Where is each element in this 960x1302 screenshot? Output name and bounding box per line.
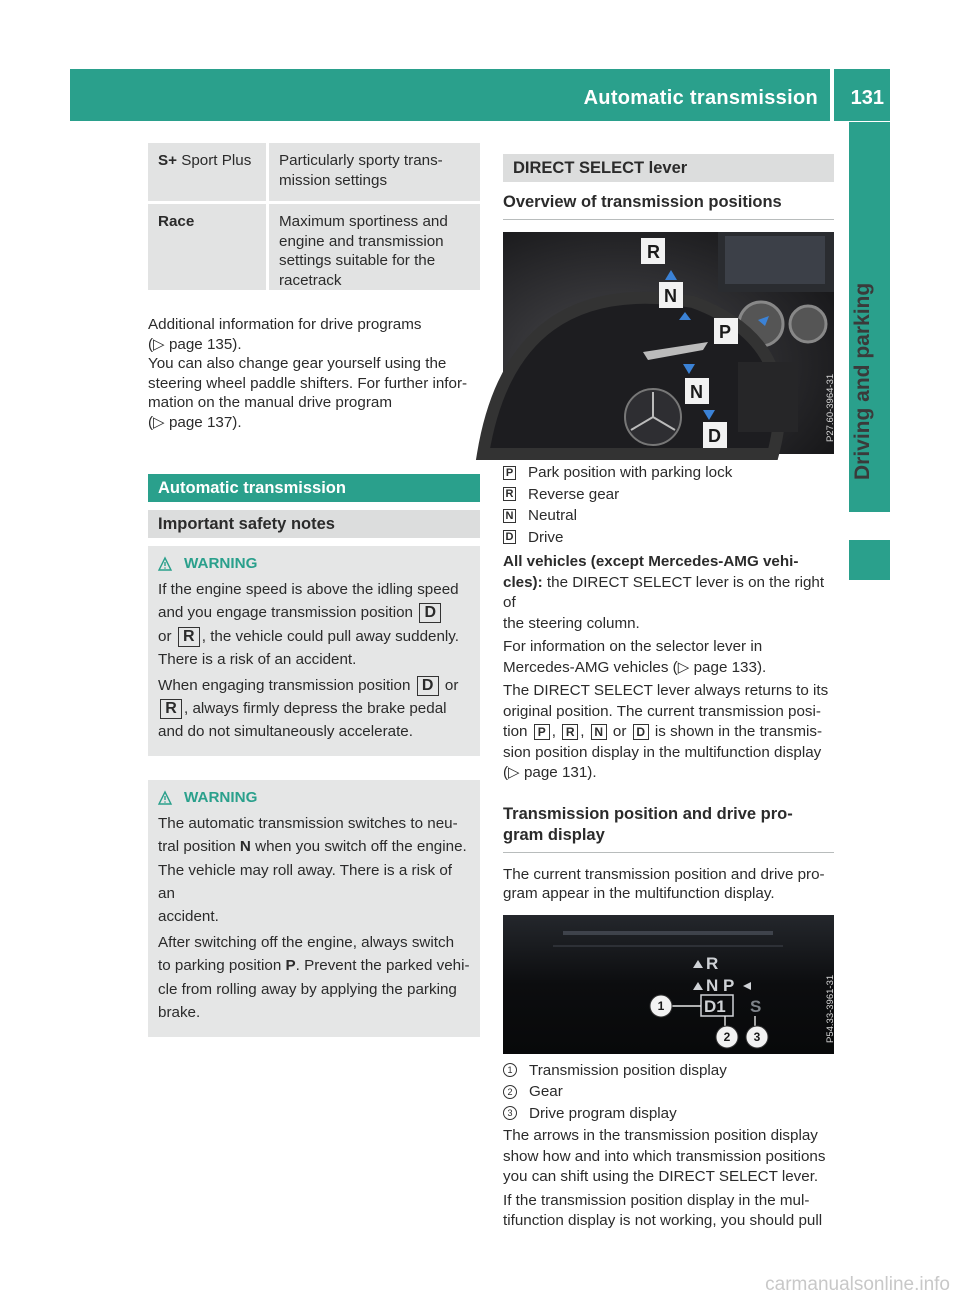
gear-p-symbol: P — [534, 724, 550, 740]
gear-n-symbol: N — [503, 509, 516, 523]
gear-r-symbol: R — [503, 487, 516, 501]
left-column — [148, 143, 480, 1037]
warning-text: After switching off the engine, always switch to parking position P. Prevent the parked vehi- cle from rolling away by applying the parking brake. — [158, 933, 470, 1022]
image-reference-code: P27.60-3964-31 — [825, 373, 836, 442]
legend-text: Park position with parking lock — [528, 464, 733, 481]
right-column — [503, 154, 834, 1232]
steering-wheel-photo — [503, 232, 834, 454]
legend-item — [503, 462, 834, 484]
image-label-n: N — [690, 382, 703, 402]
warning-text: When engaging transmission position D or R , always firmly depress the brake pedal and do not simultaneously accelerate. — [158, 676, 459, 741]
section-band: DIRECT SELECT lever — [503, 154, 834, 182]
direct-select-text — [503, 552, 834, 784]
text-line: The arrows in the transmission position display show how and into which transmission positions you can shift using the DIRECT SELECT lever. — [503, 1127, 826, 1185]
warning-triangle-icon — [158, 557, 172, 571]
legend-item — [503, 1060, 834, 1082]
callout-number: 1 — [503, 1063, 517, 1077]
display-label-d1: D1 — [704, 996, 726, 1016]
legend-text: Neutral — [528, 507, 577, 524]
display-legend — [503, 1060, 834, 1125]
drive-program-value: Particularly sporty trans-mission settings — [266, 143, 480, 201]
section-title: Automatic transmission — [148, 474, 480, 502]
gear-r-symbol: R — [178, 627, 200, 647]
page-number: 131 — [850, 87, 884, 109]
drive-program-key: Race — [158, 213, 195, 230]
text-line: mation on the manual drive program — [148, 394, 392, 411]
display-label-r: R — [706, 953, 719, 973]
gear-d-symbol: D — [633, 724, 649, 740]
multifunction-display-image — [503, 915, 834, 1054]
legend-item — [503, 484, 834, 506]
display-label-np: N P — [706, 975, 735, 995]
drive-program-key: S+ Sport Plus — [158, 152, 252, 169]
callout-2: 2 — [723, 1029, 731, 1044]
image-label-n: N — [664, 286, 677, 306]
image-label-p: P — [719, 322, 732, 342]
header-divider — [830, 69, 834, 121]
legend-item — [503, 1103, 834, 1125]
callout-3: 3 — [753, 1029, 761, 1044]
warning-triangle-icon — [158, 791, 172, 805]
warning-label: WARNING — [184, 788, 258, 806]
text-line: The current transmission position and drive pro- — [503, 865, 825, 883]
warning-heading — [158, 554, 472, 574]
callout-number: 3 — [503, 1106, 517, 1120]
page-ref: (▷ page 137). — [148, 413, 242, 431]
warning-text: If the engine speed is above the idling speed and you engage transmission position D or R , the vehicle could pull away suddenly. There is a risk of an accident. — [158, 581, 459, 669]
legend-item — [503, 527, 834, 549]
page-header — [70, 69, 890, 121]
drive-program-row — [148, 143, 480, 201]
drive-program-value: Maximum sportiness and engine and transmission settings suitable for the racetrack — [266, 204, 480, 290]
legend-item — [503, 505, 834, 527]
position-legend — [503, 462, 834, 548]
image-reference-code: P54.33-3961-31 — [825, 974, 836, 1043]
legend-text: Drive program display — [529, 1104, 677, 1122]
display-intro — [503, 865, 834, 904]
footer-watermark: carmanualsonline.info — [765, 1274, 950, 1295]
text-line: All vehicles (except Mercedes-AMG vehi- cles): the DIRECT SELECT lever is on the right of the steering column. — [503, 553, 825, 632]
display-label-s: S — [750, 996, 762, 1016]
image-label-r: R — [647, 242, 660, 262]
legend-text: Gear — [529, 1083, 563, 1100]
section-heading: Overview of transmission positions — [503, 192, 834, 220]
legend-text: Reverse gear — [528, 485, 620, 503]
drive-program-info — [148, 315, 480, 432]
text-line: steering wheel paddle shifters. For further infor- — [148, 374, 468, 392]
subsection-title: Important safety notes — [148, 510, 480, 538]
warning-heading — [158, 788, 472, 808]
legend-text: Transmission position display — [529, 1061, 727, 1079]
legend-item — [503, 1081, 834, 1103]
drive-program-row — [148, 204, 480, 290]
steering-wheel-illustration — [503, 232, 834, 454]
display-illustration — [503, 915, 834, 1054]
text-line: For information on the selector lever in Mercedes-AMG vehicles (▷ page 133). — [503, 638, 767, 676]
text-line: The DIRECT SELECT lever always returns to its original position. The current transmission posi- tion P , R , N or D is shown in the transmis- sion position display in the multifunction display (▷ page 131). — [503, 682, 829, 781]
gear-d-symbol: D — [503, 530, 516, 544]
gear-r-symbol: R — [562, 724, 578, 740]
text-line: gram appear in the multifunction display. — [503, 885, 775, 902]
legend-text: Drive — [528, 528, 564, 546]
gear-d-symbol: D — [417, 676, 439, 696]
gear-r-symbol: R — [160, 699, 182, 719]
text-line: If the transmission position display in the mul- tifunction display is not working, you should pull — [503, 1191, 823, 1229]
callout-number: 2 — [503, 1085, 517, 1099]
section-heading: Transmission position and drive pro- gram display — [503, 804, 834, 853]
image-label-d: D — [708, 426, 721, 446]
display-text — [503, 1126, 834, 1232]
warning-label: WARNING — [184, 555, 258, 572]
page-ref: (▷ page 135). — [148, 335, 242, 353]
header-title: Automatic transmission — [583, 87, 818, 109]
warning-box — [148, 546, 480, 756]
warning-box — [148, 780, 480, 1037]
gear-d-symbol: D — [419, 603, 441, 623]
warning-text: The automatic transmission switches to neu- tral position N when you switch off the engine. The vehicle may roll away. There is a risk of an accident. — [158, 814, 467, 926]
side-tab-block — [849, 540, 890, 580]
gear-p-symbol: P — [503, 466, 516, 480]
text-line: You can also change gear yourself using the — [148, 355, 447, 372]
callout-1: 1 — [657, 998, 665, 1013]
text-line: Additional information for drive programs — [148, 316, 422, 333]
gear-n-symbol: N — [591, 724, 607, 740]
side-tab-label: Driving and parking — [851, 282, 874, 480]
